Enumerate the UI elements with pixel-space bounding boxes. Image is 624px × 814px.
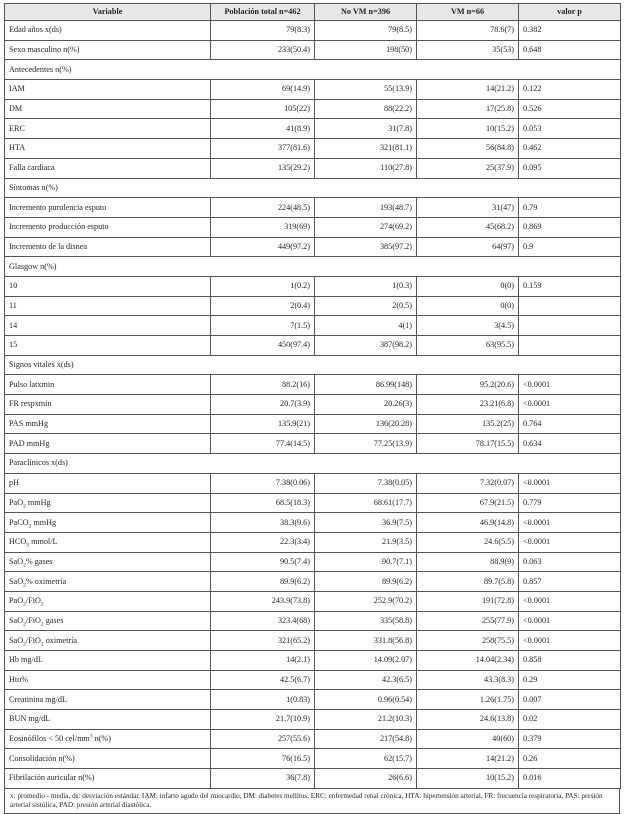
row-label-text: ERC xyxy=(9,123,25,133)
cell-no-vm: 7.38(0.05) xyxy=(315,473,417,493)
row-label xyxy=(5,532,211,552)
cell-p-value: <0.0001 xyxy=(519,532,621,552)
section-label: Antecedentes n(%) xyxy=(5,60,621,80)
cell-vm: 0(0) xyxy=(417,296,519,316)
cell-total: 135.9(21) xyxy=(211,414,315,434)
cell-total: 69(14.9) xyxy=(211,80,315,100)
cell-vm: 135.2(25) xyxy=(417,414,519,434)
cell-vm: 10(15.2) xyxy=(417,119,519,139)
cell-total: 1(0.2) xyxy=(211,276,315,296)
table-row xyxy=(5,729,621,749)
row-label xyxy=(5,40,211,60)
section-row xyxy=(5,454,621,474)
row-label xyxy=(5,139,211,159)
row-label xyxy=(5,572,211,592)
header-total: Población total n=462 xyxy=(211,4,315,21)
row-label xyxy=(5,99,211,119)
row-label-subscript: 2 xyxy=(40,621,44,628)
cell-total: 105(22) xyxy=(211,99,315,119)
cell-no-vm: 14.09(2.07) xyxy=(315,651,417,671)
row-label-text: FR respxmin xyxy=(9,399,52,409)
cell-vm: 63(95.5) xyxy=(417,336,519,356)
row-label-subscript: 2 xyxy=(23,562,26,569)
cell-vm: 14(21.2) xyxy=(417,80,519,100)
row-label-subscript: 2 xyxy=(40,601,44,608)
section-row xyxy=(5,257,621,277)
cell-p-value: <0.0001 xyxy=(519,375,621,395)
row-label-text: Falla cardiaca xyxy=(9,163,55,173)
row-label-text: Fibrilación auricular n(%) xyxy=(9,773,95,783)
cell-vm: 7.32(0.07) xyxy=(417,473,519,493)
row-label-text: n(%) xyxy=(92,734,111,744)
row-label xyxy=(5,729,211,749)
row-label xyxy=(5,670,211,690)
row-label-text: /FiO xyxy=(25,635,41,645)
cell-total: 36(7.8) xyxy=(211,769,315,789)
cell-vm: 24.6(5.5) xyxy=(417,532,519,552)
cell-p-value: 0.26 xyxy=(519,749,621,769)
row-label-subscript: 2 xyxy=(23,641,26,648)
row-label-text: 14 xyxy=(9,320,18,330)
cell-no-vm: 31(7.8) xyxy=(315,119,417,139)
cell-no-vm: 0.96(0.54) xyxy=(315,690,417,710)
cell-p-value: <0.0001 xyxy=(519,591,621,611)
cell-no-vm: 1(0.3) xyxy=(315,276,417,296)
row-label-text: IAM xyxy=(9,84,25,94)
table-row xyxy=(5,651,621,671)
row-label xyxy=(5,316,211,336)
row-label xyxy=(5,513,211,533)
cell-no-vm: 387(98.2) xyxy=(315,336,417,356)
row-label-text: Edad años x(ds) xyxy=(9,25,62,35)
row-label-text: gases xyxy=(43,615,64,625)
row-label xyxy=(5,217,211,237)
cell-vm: 14.04(2.34) xyxy=(417,651,519,671)
cell-total: 257(55.6) xyxy=(211,729,315,749)
cell-no-vm: 217(54.8) xyxy=(315,729,417,749)
cell-vm: 258(75.5) xyxy=(417,631,519,651)
cell-total: 79(8.3) xyxy=(211,21,315,41)
table-footnote: x: promedio - media, ds: desviación estándar. IAM: infarto agudo del miocardio, DM: diabetes mellitus, ERC: enfermedad renal crónica, HTA: hipertensión arterial, FR: frecuencia respiratoria, PAS: presión arterial sistólica, PAD: presión arterial diastólica. xyxy=(4,789,620,814)
row-label-text: PaO xyxy=(9,497,24,507)
row-label-subscript: 2 xyxy=(23,582,26,589)
row-label-text: Hb mg/dL xyxy=(9,655,43,665)
table-row xyxy=(5,493,621,513)
cell-p-value: 0.9 xyxy=(519,237,621,257)
cell-total: 377(81.6) xyxy=(211,139,315,159)
cell-no-vm: 21.9(3.5) xyxy=(315,532,417,552)
row-label-subscript: 2 xyxy=(23,621,26,628)
cell-vm: 14(21.2) xyxy=(417,749,519,769)
table-row xyxy=(5,198,621,218)
row-label-text: 11 xyxy=(9,300,17,310)
row-label xyxy=(5,21,211,41)
cell-p-value xyxy=(519,296,621,316)
section-row xyxy=(5,178,621,198)
cell-p-value: 0.159 xyxy=(519,276,621,296)
row-label-text: DM xyxy=(9,104,23,114)
row-label-text: Pulso latxmin xyxy=(9,379,55,389)
cell-total: 7(1.5) xyxy=(211,316,315,336)
cell-vm: 25(37.9) xyxy=(417,158,519,178)
table-row xyxy=(5,139,621,159)
row-label xyxy=(5,611,211,631)
cell-total: 22.3(3.4) xyxy=(211,532,315,552)
cell-vm: 46.9(14.8) xyxy=(417,513,519,533)
table-row xyxy=(5,513,621,533)
data-table xyxy=(4,3,621,789)
cell-no-vm: 110(27.8) xyxy=(315,158,417,178)
cell-no-vm: 79(8.5) xyxy=(315,21,417,41)
cell-total: 42.5(6.7) xyxy=(211,670,315,690)
cell-p-value: 0.379 xyxy=(519,729,621,749)
cell-no-vm: 21.2(10.3) xyxy=(315,710,417,730)
cell-p-value: 0.79 xyxy=(519,198,621,218)
table-row xyxy=(5,611,621,631)
cell-p-value xyxy=(519,316,621,336)
cell-no-vm: 198(50) xyxy=(315,40,417,60)
cell-p-value: 0.382 xyxy=(519,21,621,41)
cell-no-vm: 193(48.7) xyxy=(315,198,417,218)
table-row xyxy=(5,532,621,552)
cell-p-value xyxy=(519,336,621,356)
cell-no-vm: 26(6.6) xyxy=(315,769,417,789)
row-label-text: Creatinina mg/dL xyxy=(9,694,67,704)
row-label xyxy=(5,119,211,139)
table-row xyxy=(5,473,621,493)
section-row xyxy=(5,355,621,375)
row-label-text: % gases xyxy=(25,556,53,566)
table-body xyxy=(5,21,621,789)
table-row xyxy=(5,552,621,572)
row-label-text: 10 xyxy=(9,281,18,291)
row-label-text: SaO xyxy=(9,615,24,625)
cell-vm: 17(25.8) xyxy=(417,99,519,119)
row-label-text: mmHg xyxy=(25,497,51,507)
section-row xyxy=(5,60,621,80)
cell-total: 2(0.4) xyxy=(211,296,315,316)
cell-no-vm: 4(1) xyxy=(315,316,417,336)
table-row xyxy=(5,336,621,356)
row-label-subscript: 2 xyxy=(23,601,26,608)
cell-vm: 255(77.9) xyxy=(417,611,519,631)
table-row xyxy=(5,40,621,60)
cell-vm: 24.6(13.8) xyxy=(417,710,519,730)
header-p-value: valor p xyxy=(519,4,621,21)
cell-total: 1(0.83) xyxy=(211,690,315,710)
header-no-vm: No VM n=396 xyxy=(315,4,417,21)
cell-total: 319(69) xyxy=(211,217,315,237)
table-row xyxy=(5,395,621,415)
section-label: Glasgow n(%) xyxy=(5,257,621,277)
table-row xyxy=(5,690,621,710)
row-label-text: PaCO xyxy=(9,517,29,527)
cell-total: 76(16.5) xyxy=(211,749,315,769)
cell-total: 233(50.4) xyxy=(211,40,315,60)
cell-p-value: <0.0001 xyxy=(519,473,621,493)
cell-total: 90.5(7.4) xyxy=(211,552,315,572)
cell-total: 88.2(16) xyxy=(211,375,315,395)
cell-no-vm: 88(22.2) xyxy=(315,99,417,119)
cell-p-value: 0.016 xyxy=(519,769,621,789)
cell-vm: 88.9(9) xyxy=(417,552,519,572)
header-row xyxy=(5,4,621,21)
table-row xyxy=(5,119,621,139)
row-label xyxy=(5,434,211,454)
cell-vm: 78.17(15.5) xyxy=(417,434,519,454)
cell-vm: 45(68.2) xyxy=(417,217,519,237)
table-row xyxy=(5,670,621,690)
header-variable: Variable xyxy=(5,4,211,21)
cell-p-value: <0.0001 xyxy=(519,513,621,533)
cell-vm: 64(97) xyxy=(417,237,519,257)
row-label-text: Eosinófilos < 50 cel/mm xyxy=(9,734,90,744)
cell-p-value: 0.063 xyxy=(519,552,621,572)
row-label-text: mmol/L xyxy=(29,537,58,547)
table-row xyxy=(5,158,621,178)
row-label-superscript: 3 xyxy=(89,733,93,740)
table-row xyxy=(5,316,621,336)
row-label-text: Incremento purulencia esputo xyxy=(9,202,107,212)
cell-total: 7.38(0.06) xyxy=(211,473,315,493)
row-label-text: mmHg xyxy=(31,517,57,527)
section-label: Paraclínicos x(ds) xyxy=(5,454,621,474)
cell-vm: 10(15.2) xyxy=(417,769,519,789)
cell-p-value: 0.779 xyxy=(519,493,621,513)
cell-total: 21.7(10.9) xyxy=(211,710,315,730)
cell-no-vm: 20.26(3) xyxy=(315,395,417,415)
cell-vm: 40(60) xyxy=(417,729,519,749)
row-label xyxy=(5,375,211,395)
row-label xyxy=(5,591,211,611)
cell-total: 14(2.1) xyxy=(211,651,315,671)
cell-no-vm: 274(69.2) xyxy=(315,217,417,237)
row-label xyxy=(5,395,211,415)
section-label: Signos vitales x(ds) xyxy=(5,355,621,375)
cell-p-value: 0.648 xyxy=(519,40,621,60)
row-label-text: PAS mmHg xyxy=(9,419,49,429)
table-row xyxy=(5,21,621,41)
row-label-subscript: 2 xyxy=(28,523,32,530)
cell-p-value: 0.634 xyxy=(519,434,621,454)
table-container xyxy=(4,3,620,814)
cell-total: 321(65.2) xyxy=(211,631,315,651)
row-label-text: BUN mg/dL xyxy=(9,714,51,724)
cell-no-vm: 136(20.28) xyxy=(315,414,417,434)
row-label-subscript: 2 xyxy=(23,503,26,510)
cell-total: 38.3(9.6) xyxy=(211,513,315,533)
table-row xyxy=(5,434,621,454)
row-label-text: pH xyxy=(9,478,20,488)
cell-vm: 23.21(6.8) xyxy=(417,395,519,415)
cell-vm: 78.6(7) xyxy=(417,21,519,41)
row-label xyxy=(5,158,211,178)
cell-p-value: <0.0001 xyxy=(519,611,621,631)
cell-p-value: <0.0001 xyxy=(519,631,621,651)
table-row xyxy=(5,237,621,257)
cell-p-value: 0.462 xyxy=(519,139,621,159)
cell-vm: 3(4.5) xyxy=(417,316,519,336)
row-label xyxy=(5,198,211,218)
table-row xyxy=(5,591,621,611)
cell-vm: 67.9(21.5) xyxy=(417,493,519,513)
row-label-text: oximetría xyxy=(43,635,78,645)
row-label xyxy=(5,690,211,710)
cell-vm: 31(47) xyxy=(417,198,519,218)
row-label-text: 15 xyxy=(9,340,18,350)
cell-p-value: 0.007 xyxy=(519,690,621,710)
cell-no-vm: 252.9(70.2) xyxy=(315,591,417,611)
row-label-text: SaO xyxy=(9,556,24,566)
row-label xyxy=(5,552,211,572)
cell-total: 20.7(3.9) xyxy=(211,395,315,415)
cell-total: 41(8.9) xyxy=(211,119,315,139)
row-label-text: SaO xyxy=(9,635,24,645)
row-label xyxy=(5,276,211,296)
row-label-text: SaO xyxy=(9,576,24,586)
row-label xyxy=(5,414,211,434)
cell-total: 89.9(6.2) xyxy=(211,572,315,592)
row-label-text: PaO xyxy=(9,596,24,606)
row-label-subscript: 2 xyxy=(40,641,44,648)
cell-no-vm: 321(81.1) xyxy=(315,139,417,159)
cell-total: 323.4(68) xyxy=(211,611,315,631)
cell-no-vm: 90.7(7.1) xyxy=(315,552,417,572)
row-label-text: /FiO xyxy=(25,615,41,625)
cell-vm: 95.2(20.6) xyxy=(417,375,519,395)
table-row xyxy=(5,80,621,100)
cell-vm: 35(53) xyxy=(417,40,519,60)
cell-no-vm: 385(97.2) xyxy=(315,237,417,257)
section-label: Síntomas n(%) xyxy=(5,178,621,198)
cell-p-value: <0.0001 xyxy=(519,395,621,415)
table-row xyxy=(5,572,621,592)
row-label xyxy=(5,710,211,730)
table-row xyxy=(5,375,621,395)
row-label-text: PAD mmHg xyxy=(9,438,50,448)
table-row xyxy=(5,710,621,730)
table-row xyxy=(5,414,621,434)
row-label-subscript: 3 xyxy=(26,542,30,549)
row-label xyxy=(5,651,211,671)
cell-total: 224(48.5) xyxy=(211,198,315,218)
row-label xyxy=(5,80,211,100)
cell-p-value: 0.122 xyxy=(519,80,621,100)
cell-no-vm: 335(58.8) xyxy=(315,611,417,631)
row-label-text: HTA xyxy=(9,143,26,153)
cell-no-vm: 331.8(56.8) xyxy=(315,631,417,651)
table-row xyxy=(5,769,621,789)
cell-total: 68.5(18.3) xyxy=(211,493,315,513)
table-row xyxy=(5,217,621,237)
row-label xyxy=(5,631,211,651)
cell-vm: 89.7(5.8) xyxy=(417,572,519,592)
cell-p-value: 0.858 xyxy=(519,651,621,671)
row-label-text: Sexo masculino n(%) xyxy=(9,45,80,55)
cell-total: 449(97.2) xyxy=(211,237,315,257)
cell-no-vm: 68.61(17.7) xyxy=(315,493,417,513)
row-label xyxy=(5,769,211,789)
cell-no-vm: 89.9(6.2) xyxy=(315,572,417,592)
table-row xyxy=(5,276,621,296)
cell-total: 243.9(73.8) xyxy=(211,591,315,611)
cell-p-value: 0.29 xyxy=(519,670,621,690)
row-label xyxy=(5,296,211,316)
cell-p-value: 0.053 xyxy=(519,119,621,139)
cell-vm: 1.26(1.75) xyxy=(417,690,519,710)
cell-p-value: 0.02 xyxy=(519,710,621,730)
table-row xyxy=(5,631,621,651)
cell-p-value: 0.095 xyxy=(519,158,621,178)
row-label xyxy=(5,336,211,356)
cell-total: 450(97.4) xyxy=(211,336,315,356)
cell-p-value: 0.857 xyxy=(519,572,621,592)
cell-no-vm: 62(15.7) xyxy=(315,749,417,769)
cell-total: 77.4(14.5) xyxy=(211,434,315,454)
cell-no-vm: 86.99(148) xyxy=(315,375,417,395)
cell-vm: 56(84.8) xyxy=(417,139,519,159)
table-row xyxy=(5,749,621,769)
cell-p-value: 0.869 xyxy=(519,217,621,237)
row-label-text: % oximetría xyxy=(25,576,67,586)
row-label-text: Hto% xyxy=(9,675,29,685)
cell-vm: 43.3(8.3) xyxy=(417,670,519,690)
cell-p-value: 0.764 xyxy=(519,414,621,434)
cell-vm: 191(72.8) xyxy=(417,591,519,611)
row-label-text: /FiO xyxy=(25,596,41,606)
row-label-text: Consolidación n(%) xyxy=(9,753,75,763)
table-row xyxy=(5,296,621,316)
row-label-text: Incremento producción esputo xyxy=(9,222,109,232)
row-label-text: Incremento de la disnea xyxy=(9,241,87,251)
row-label xyxy=(5,493,211,513)
cell-p-value: 0.526 xyxy=(519,99,621,119)
cell-no-vm: 55(13.9) xyxy=(315,80,417,100)
cell-no-vm: 36.9(7.5) xyxy=(315,513,417,533)
table-row xyxy=(5,99,621,119)
cell-total: 135(29.2) xyxy=(211,158,315,178)
cell-no-vm: 42.3(6.5) xyxy=(315,670,417,690)
row-label xyxy=(5,237,211,257)
cell-vm: 0(0) xyxy=(417,276,519,296)
cell-no-vm: 77.25(13.9) xyxy=(315,434,417,454)
row-label xyxy=(5,473,211,493)
cell-no-vm: 2(0.5) xyxy=(315,296,417,316)
row-label-text: HCO xyxy=(9,537,27,547)
row-label xyxy=(5,749,211,769)
header-vm: VM n=66 xyxy=(417,4,519,21)
